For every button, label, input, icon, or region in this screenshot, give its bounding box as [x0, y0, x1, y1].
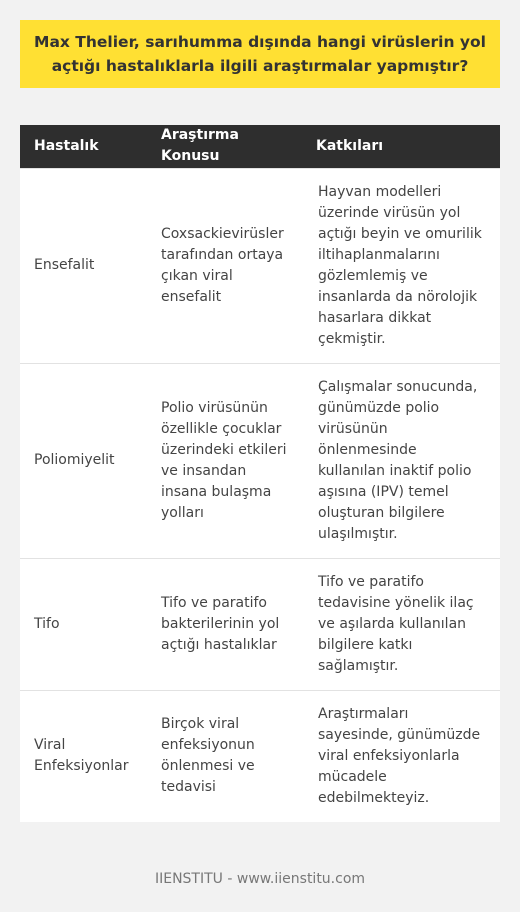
table-row: [20, 168, 500, 363]
table-row: [20, 363, 500, 558]
disease-cell: Ensefalit: [20, 168, 147, 363]
topic-cell: Tifo ve paratifo bakterilerinin yol açtığı hastalıklar: [147, 558, 302, 690]
table-row: [20, 690, 500, 822]
header-research-topic: Araştırma Konusu: [147, 125, 302, 168]
contribution-cell: Tifo ve paratifo tedavisine yönelik ilaç ve aşılarda kullanılan bilgilere katkı sağlamıştır.: [302, 558, 500, 690]
footer-credit: IIENSTITU - www.iienstitu.com: [154, 871, 366, 887]
header-contributions: Katkıları: [302, 125, 500, 168]
contribution-cell: Araştırmaları sayesinde, günümüzde viral enfeksiyonlarla mücadele edebilmekteyiz.: [302, 690, 500, 822]
disease-cell: Viral Enfeksiyonlar: [20, 690, 147, 822]
topic-cell: Coxsackievirüsler tarafından ortaya çıkan viral ensefalit: [147, 168, 302, 363]
contribution-cell: Hayvan modelleri üzerinde virüsün yol açtığı beyin ve omurilik iltihaplanmalarını gözlemlemiş ve insanlarda da nörolojik hasarlara dikkat çekmiştir.: [302, 168, 500, 363]
table-header-row: [20, 125, 500, 168]
contribution-cell: Çalışmalar sonucunda, günümüzde polio virüsünün önlenmesinde kullanılan inaktif polio aşısına (IPV) temel oluşturan bilgilere ulaşılmıştır.: [302, 363, 500, 558]
question-text: Max Thelier, sarıhumma dışında hangi virüslerin yol açtığı hastalıklarla ilgili araştırmalar yapmıştır?: [34, 33, 486, 75]
research-table: [20, 125, 500, 822]
disease-cell: Poliomiyelit: [20, 363, 147, 558]
header-disease: Hastalık: [20, 125, 147, 168]
topic-cell: Birçok viral enfeksiyonun önlenmesi ve tedavisi: [147, 690, 302, 822]
disease-cell: Tifo: [20, 558, 147, 690]
topic-cell: Polio virüsünün özellikle çocuklar üzerindeki etkileri ve insandan insana bulaşma yolları: [147, 363, 302, 558]
question-banner: [20, 20, 500, 88]
table-row: [20, 558, 500, 690]
